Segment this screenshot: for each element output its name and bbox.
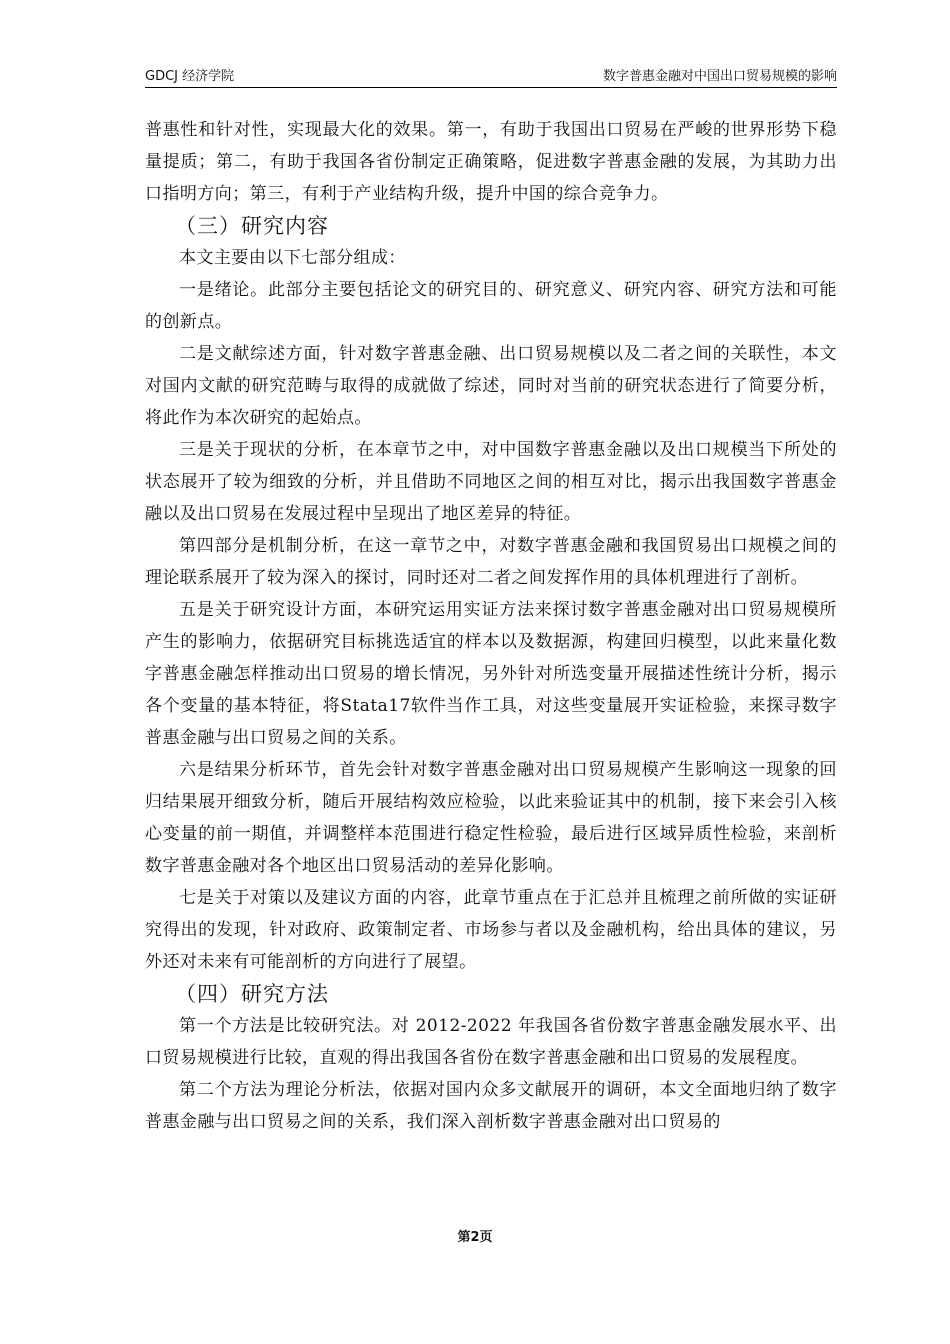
section-heading-research-content: （三）研究内容 xyxy=(175,214,329,238)
header-document-title: 数字普惠金融对中国出口贸易规模的影响 xyxy=(602,69,837,84)
page-number: 第2页 xyxy=(457,1230,493,1245)
page-header xyxy=(145,68,837,86)
page-content xyxy=(145,114,837,1138)
paragraph: 六是结果分析环节，首先会针对数字普惠金融对出口贸易规模产生影响这一现象的回归结果展开细致分析，随后开展结构效应检验，以此来验证其中的机制，接下来会引入核心变量的前一期值，并调整样本范围进行稳定性检验，最后进行区域异质性检验，来剖析数字普惠金融对各个地区出口贸易活动的差异化影响。 xyxy=(145,760,837,876)
paragraph: 三是关于现状的分析，在本章节之中，对中国数字普惠金融以及出口规模当下所处的状态展开了较为细致的分析，并且借助不同地区之间的相互对比，揭示出我国数字普惠金融以及出口贸易在发展过程中呈现出了地区差异的特征。 xyxy=(145,440,837,524)
paragraph: 第二个方法为理论分析法，依据对国内众多文献展开的调研，本文全面地归纳了数字普惠金融与出口贸易之间的关系，我们深入剖析数字普惠金融对出口贸易的 xyxy=(145,1080,837,1132)
header-divider xyxy=(145,87,837,88)
paragraph: 二是文献综述方面，针对数字普惠金融、出口贸易规模以及二者之间的关联性，本文对国内文献的研究范畴与取得的成就做了综述，同时对当前的研究状态进行了简要分析，将此作为本次研究的起始点。 xyxy=(145,344,837,428)
section-heading-research-methods: （四）研究方法 xyxy=(175,982,329,1006)
paragraph-continued: 普惠性和针对性，实现最大化的效果。第一，有助于我国出口贸易在严峻的世界形势下稳量提质；第二，有助于我国各省份制定正确策略，促进数字普惠金融的发展，为其助力出口指明方向；第三，有利于产业结构升级，提升中国的综合竞争力。 xyxy=(145,120,837,204)
paragraph: 第四部分是机制分析，在这一章节之中，对数字普惠金融和我国贸易出口规模之间的理论联系展开了较为深入的探讨，同时还对二者之间发挥作用的具体机理进行了剖析。 xyxy=(145,536,837,588)
paragraph: 一是绪论。此部分主要包括论文的研究目的、研究意义、研究内容、研究方法和可能的创新点。 xyxy=(145,280,837,332)
header-left-label: GDCJ 经济学院 xyxy=(145,69,235,84)
paragraph: 五是关于研究设计方面，本研究运用实证方法来探讨数字普惠金融对出口贸易规模所产生的影响力，依据研究目标挑选适宜的样本以及数据源，构建回归模型，以此来量化数字普惠金融怎样推动出口贸易的增长情况，另外针对所选变量开展描述性统计分析，揭示各个变量的基本特征，将Stata17软件当作工具，对这些变量展开实证检验，来探寻数字普惠金融与出口贸易之间的关系。 xyxy=(145,600,837,748)
paragraph: 七是关于对策以及建议方面的内容，此章节重点在于汇总并且梳理之前所做的实证研究得出的发现，针对政府、政策制定者、市场参与者以及金融机构，给出具体的建议，另外还对未来有可能剖析的方向进行了展望。 xyxy=(145,888,837,972)
paragraph: 第一个方法是比较研究法。对 2012-2022 年我国各省份数字普惠金融发展水平、出口贸易规模进行比较，直观的得出我国各省份在数字普惠金融和出口贸易的发展程度。 xyxy=(145,1016,837,1068)
paragraph: 本文主要由以下七部分组成： xyxy=(179,248,406,268)
